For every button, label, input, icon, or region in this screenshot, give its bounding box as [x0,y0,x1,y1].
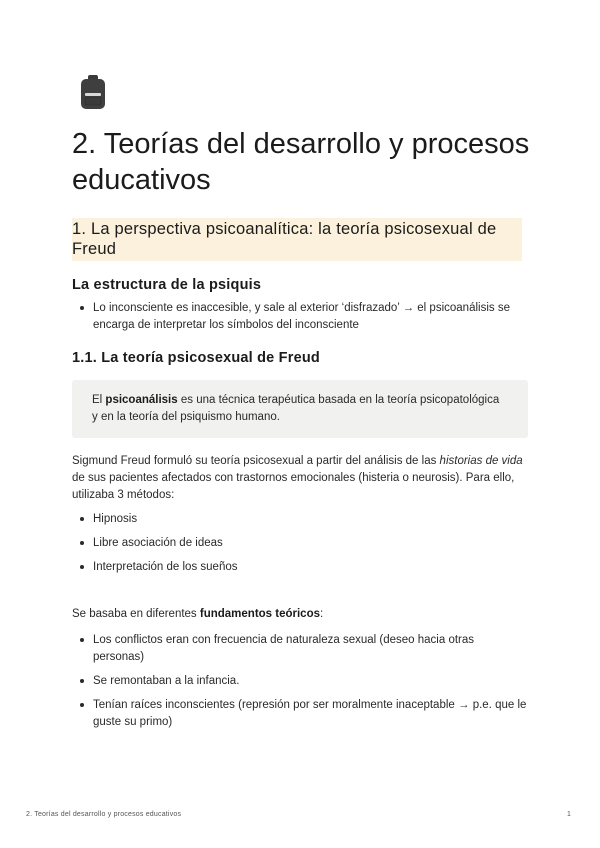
heading-psychosexual-theory: 1.1. La teoría psicosexual de Freud [72,350,320,366]
section-heading-psychoanalytic: 1. La perspectiva psicoanalítica: la teoría psicosexual de Freud [72,218,522,261]
intro-part2: de sus pacientes afectados con trastornos emocionales (histeria o neurosis). Para ello, utilizaba 3 métodos: [72,472,515,501]
foundations-paragraph [72,606,530,623]
footer-page-number: 1 [567,811,571,818]
intro-paragraph [72,453,530,504]
backpack-icon [80,75,106,109]
list-item [72,697,528,731]
list-item [72,559,528,576]
callout-prefix: El [92,394,106,406]
bullet-dot-icon [80,541,84,545]
bullet-dot-icon [80,517,84,521]
list-item-text: Hipnosis [93,513,138,525]
list-item-text: Los conflictos eran con frecuencia de naturaleza sexual (deseo hacia otras personas) [93,634,475,663]
footer-title: 2. Teorías del desarrollo y procesos educativos [26,811,182,818]
methods-list [72,511,528,576]
psyche-bullet-list [72,300,528,334]
foundations-prefix: Se basaba en diferentes [72,608,200,620]
list-item-text: Tenían raíces inconscientes (represión por ser moralmente inaceptable → p.e. que le guste su primo) [93,699,527,728]
list-item [72,300,528,334]
callout-text [72,380,528,426]
bullet-dot-icon [80,638,84,642]
list-item-text: Lo inconsciente es inaccesible, y sale al exterior ‘disfrazado’ → el psicoanálisis se encarga de interpretar los símbolos del inconsciente [93,302,510,331]
list-item-text: Interpretación de los sueños [93,561,238,573]
bullet-dot-icon [80,703,84,707]
foundations-list [72,632,528,731]
intro-italic: historias de vida [439,455,523,467]
page-title: 2. Teorías del desarrollo y procesos educativos [72,128,530,196]
list-item [72,673,528,690]
intro-part1: Sigmund Freud formuló su teoría psicosexual a partir del análisis de las [72,455,440,467]
callout-term: psicoanálisis [105,394,178,406]
callout-suffix: es una técnica terapéutica basada en la teoría psicopatológica y en la teoría del psiquismo humano. [92,394,500,423]
heading-psyche-structure: La estructura de la psiquis [72,277,262,293]
list-item-text: Se remontaban a la infancia. [93,675,240,687]
bullet-dot-icon [80,565,84,569]
list-item [72,632,528,666]
list-item-text: Libre asociación de ideas [93,537,223,549]
foundations-suffix: : [320,608,324,620]
callout-block [72,380,528,438]
bullet-dot-icon [80,306,84,310]
list-item [72,511,528,528]
foundations-bold: fundamentos teóricos [199,608,321,620]
bullet-dot-icon [80,679,84,683]
list-item [72,535,528,552]
